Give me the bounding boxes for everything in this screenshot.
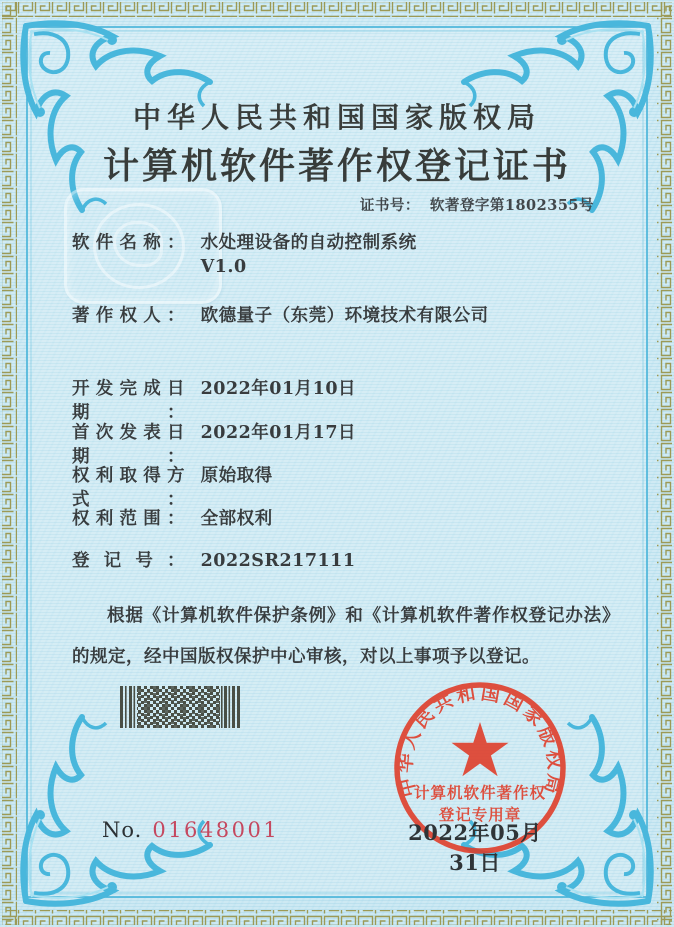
- field-value: 2022年01月17日: [200, 423, 357, 443]
- field-development-completed-date: [72, 377, 356, 425]
- seal-caption-line2: 登记专用章: [438, 805, 522, 824]
- field-registration-number: [72, 549, 356, 573]
- field-value: 水处理设备的自动控制系统 V1.0: [200, 233, 417, 277]
- software-version: V1.0: [200, 257, 247, 277]
- certificate-number-label: 证书号：: [359, 197, 420, 214]
- field-copyright-owner: [72, 304, 489, 328]
- field-label: 软件名称：: [72, 233, 185, 253]
- seal-caption-line1: 计算机软件著作权: [413, 783, 547, 802]
- field-label: 登记号：: [72, 551, 185, 571]
- barcode: [120, 686, 240, 728]
- field-value: 全部权利: [200, 509, 273, 529]
- star-icon: [451, 722, 508, 776]
- field-label: 著作权人：: [72, 306, 185, 326]
- field-software-name: [72, 231, 417, 279]
- field-label: 权利取得方式：: [72, 466, 185, 510]
- field-value: 原始取得: [200, 466, 273, 486]
- field-value: 欧德量子（东莞）环境技术有限公司: [200, 306, 489, 326]
- issuing-authority-title: 中华人民共和国国家版权局: [132, 101, 541, 134]
- field-first-publication-date: [72, 421, 356, 469]
- field-label: 权利范围：: [72, 509, 185, 529]
- seal-ring-text: 中华人民共和国国家版权局: [393, 681, 567, 800]
- issue-date: 2022年05月31日: [408, 820, 542, 875]
- field-value: 2022SR217111: [200, 551, 356, 571]
- serial-number-line: [102, 818, 279, 842]
- field-label: 开发完成日期：: [72, 379, 185, 423]
- field-scope-of-rights: [72, 507, 273, 531]
- certificate-number-value: 软著登字第1802355号: [429, 197, 594, 214]
- field-label: 首次发表日期：: [72, 423, 185, 467]
- certificate-number-line: [360, 194, 594, 215]
- serial-number-label: No.: [102, 818, 143, 842]
- registration-statement: 根据《计算机软件保护条例》和《计算机软件著作权登记办法》的规定，经中国版权保护中心审核，对以上事项予以登记。: [72, 606, 620, 667]
- field-right-acquisition-method: [72, 464, 273, 512]
- certificate-title: 计算机软件著作权登记证书: [102, 145, 571, 187]
- field-value: 2022年01月10日: [200, 379, 357, 399]
- serial-number-value: 01648001: [152, 818, 280, 842]
